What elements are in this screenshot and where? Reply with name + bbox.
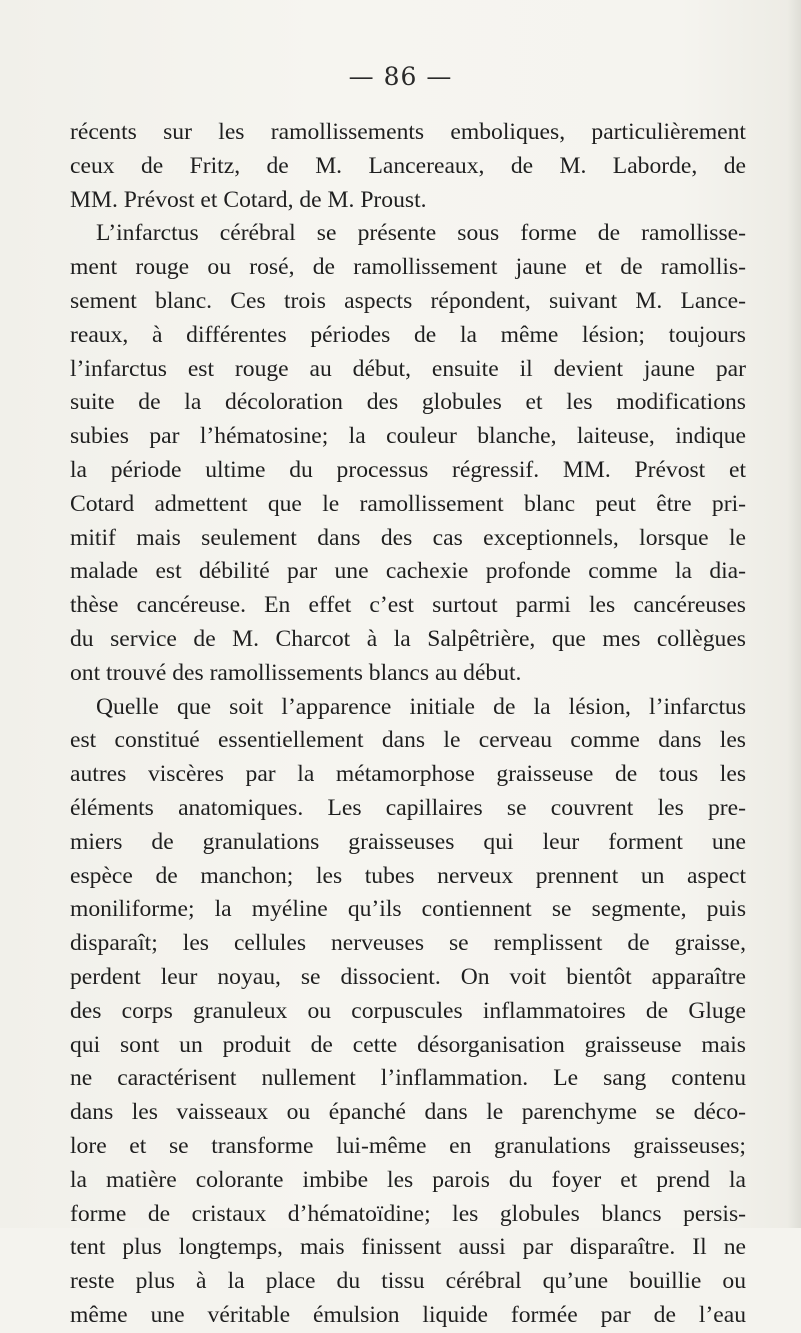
text-line: du service de M. Charcot à la Salpêtrière, que mes collègues [70,625,746,652]
text-line: reaux, à différentes périodes de la même lésion; toujours [70,321,746,348]
text-line: dans les vaisseaux ou épanché dans le parenchyme se déco- [70,1099,746,1126]
text-line: ceux de Fritz, de M. Lancereaux, de M. Laborde, de [70,152,746,179]
text-line: moniliforme; la myéline qu’ils contiennent se segmente, puis [70,896,746,923]
text-line: sement blanc. Ces trois aspects répondent, suivant M. Lance- [70,287,746,314]
text-line: espèce de manchon; les tubes nerveux prennent un aspect [70,862,746,889]
text-line: L’infarctus cérébral se présente sous forme de ramollisse- [96,220,746,247]
text-line: est constitué essentiellement dans le cerveau comme dans les [70,727,746,754]
text-line: perdent leur noyau, se dissocient. On voit bientôt apparaître [70,963,746,990]
text-line: des corps granuleux ou corpuscules inflammatoires de Gluge [70,997,746,1024]
text-line: autres viscères par la métamorphose graisseuse de tous les [70,761,746,788]
text-line: thèse cancéreuse. En effet c’est surtout parmi les cancéreuses [70,592,746,619]
text-line: la matière colorante imbibe les parois du foyer et prend la [70,1166,746,1193]
text-line: même une véritable émulsion liquide formée par de l’eau [70,1301,746,1328]
text-line: qui sont un produit de cette désorganisation graisseuse mais [70,1031,746,1058]
body-text [70,116,746,1333]
page-number: — 86 — [348,62,453,91]
text-line: éléments anatomiques. Les capillaires se couvrent les pre- [70,794,746,821]
text-line: l’infarctus est rouge au début, ensuite il devient jaune par [70,355,746,382]
text-line: la période ultime du processus régressif. MM. Prévost et [70,456,746,483]
text-line: MM. Prévost et Cotard, de M. Proust. [70,186,427,213]
text-line: ment rouge ou rosé, de ramollissement jaune et de ramollis- [70,254,746,281]
text-line: ne caractérisent nullement l’inflammation. Le sang contenu [70,1065,746,1092]
text-line: mitif mais seulement dans des cas exceptionnels, lorsque le [70,524,746,551]
text-line: miers de granulations graisseuses qui leur forment une [70,828,746,855]
text-line: tent plus longtemps, mais finissent aussi par disparaître. Il ne [70,1234,746,1261]
text-line: lore et se transforme lui-même en granulations graisseuses; [70,1132,746,1159]
text-line: reste plus à la place du tissu cérébral qu’une bouillie ou [70,1268,746,1295]
text-line: malade est débilité par une cachexie profonde comme la dia- [70,558,746,585]
text-line: Quelle que soit l’apparence initiale de la lésion, l’infarctus [96,693,746,720]
text-line: suite de la décoloration des globules et les modifications [70,389,746,416]
page-edge-shadow [787,0,801,1228]
text-line: subies par l’hématosine; la couleur blanche, laiteuse, indique [70,423,746,450]
text-line: ont trouvé des ramollissements blancs au début. [70,659,522,686]
text-line: récents sur les ramollissements emboliques, particulièrement [70,119,746,145]
text-line: disparaît; les cellules nerveuses se remplissent de graisse, [70,930,746,957]
text-line: forme de cristaux d’hématoïdine; les globules blancs persis- [70,1200,746,1227]
text-line: Cotard admettent que le ramollissement blanc peut être pri- [70,490,746,517]
